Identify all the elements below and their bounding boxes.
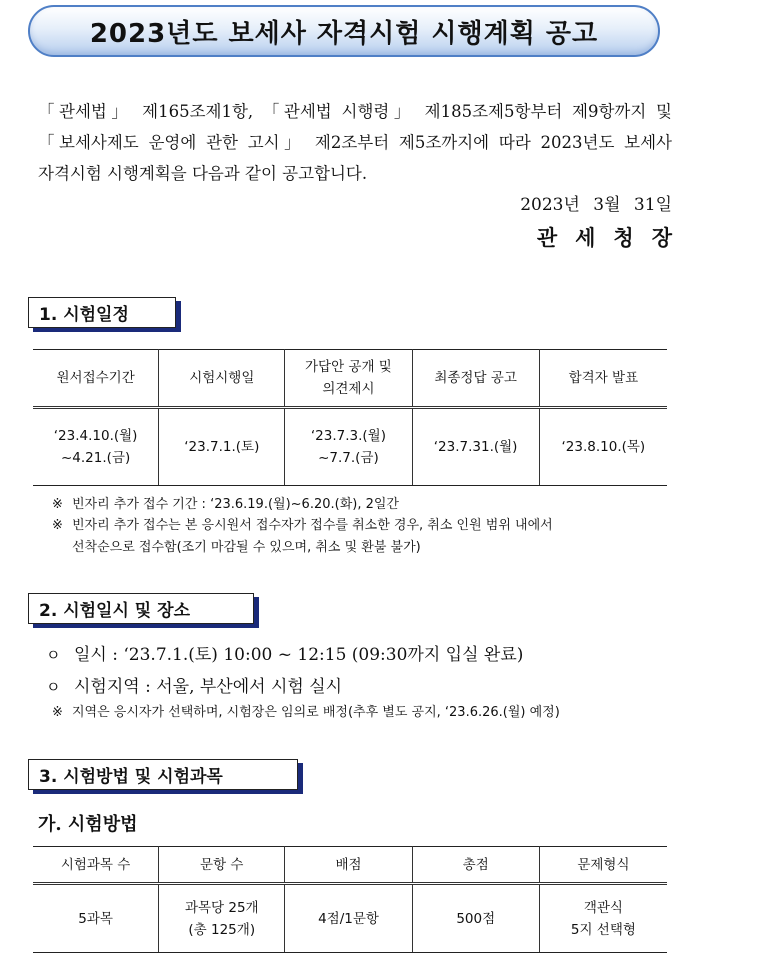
table-cell [285, 884, 412, 953]
location-note [52, 702, 560, 723]
col-header-label: 문항 수 [200, 856, 244, 873]
method-table [33, 846, 667, 953]
cell-text: 과목당 25개 (총 125개) [184, 899, 259, 938]
note-mark: ※ [52, 518, 63, 533]
bullet-item [46, 640, 523, 665]
table-cell [539, 884, 667, 953]
table-cell [412, 884, 539, 953]
col-header-label: 시험과목 수 [60, 856, 131, 873]
note-text: 지역은 응시자가 선택하며, 시험장은 임의로 배정(추후 별도 공지, ‘23.6.26.(월) 예정) [72, 705, 560, 720]
title-banner [28, 5, 660, 57]
col-header [539, 350, 667, 408]
col-header [412, 350, 539, 408]
note-text: 빈자리 추가 접수 기간 : ‘23.6.19.(월)~6.20.(화), 2일간 [72, 497, 399, 512]
schedule-note [52, 537, 421, 558]
table-cell [33, 408, 159, 486]
table-cell [33, 884, 159, 953]
col-header [539, 847, 667, 884]
note-text: 선착순으로 접수함(조기 마감될 수 있으며, 취소 및 환불 불가) [72, 540, 421, 555]
intro-line: 「보세사제도 운영에 관한 고시」 제2조부터 제5조까지에 따라 2023년도 보세사 [38, 133, 672, 152]
intro-paragraph [38, 96, 672, 189]
col-header [285, 847, 412, 884]
cell-text: ‘23.8.10.(목) [561, 439, 646, 455]
cell-text: ‘23.7.1.(토) [184, 439, 260, 455]
bullet-text: 시험지역 : 서울, 부산에서 시험 실시 [74, 677, 343, 697]
bullet-item [46, 672, 342, 697]
issuing-agency: 관세청장 [536, 225, 690, 250]
section-heading-time-place: 2. 시험일시 및 장소 [28, 593, 254, 624]
cell-text: 5과목 [78, 910, 113, 927]
table-cell [412, 408, 539, 486]
col-header-label: 총점 [462, 856, 489, 873]
note-mark: ※ [52, 497, 63, 512]
col-header [412, 847, 539, 884]
intro-line: 자격시험 시행계획을 다음과 같이 공고합니다. [38, 164, 368, 183]
table-cell [285, 408, 412, 486]
col-header-label: 배점 [335, 856, 362, 873]
schedule-table [33, 349, 667, 486]
table-cell [539, 408, 667, 486]
cell-text: 4점/1문항 [318, 910, 379, 927]
intro-line: 「관세법」 제165조제1항, 「관세법 시행령」 제185조제5항부터 제9항까지 및 [38, 102, 672, 121]
col-header-label: 가답안 공개 및 의견제시 [305, 359, 392, 397]
announcement-date: 2023년 3월 31일 [520, 195, 672, 215]
col-header-label: 원서접수기간 [56, 370, 135, 386]
note-mark: ※ [52, 705, 63, 720]
col-header [33, 350, 159, 408]
table-cell [159, 408, 285, 486]
cell-text: ‘23.4.10.(월) ~4.21.(금) [53, 428, 138, 466]
bullet-mark: ㅇ [46, 678, 61, 696]
col-header-label: 문제형식 [577, 856, 630, 873]
cell-text: 500점 [456, 910, 496, 927]
cell-text: 객관식 5지 선택형 [570, 899, 636, 938]
col-header [33, 847, 159, 884]
section-heading-schedule: 1. 시험일정 [28, 297, 176, 328]
col-header-label: 최종정답 공고 [434, 370, 517, 386]
table-cell [159, 884, 285, 953]
bullet-text: 일시 : ‘23.7.1.(토) 10:00 ~ 12:15 (09:30까지 입실 완료) [74, 645, 524, 665]
cell-text: ‘23.7.31.(월) [433, 439, 518, 455]
page-title: 2023년도 보세사 자격시험 시행계획 공고 [89, 18, 599, 49]
note-text: 빈자리 추가 접수는 본 응시원서 접수자가 접수를 취소한 경우, 취소 인원 범위 내에서 [72, 518, 553, 533]
schedule-note [52, 494, 399, 515]
col-header [285, 350, 412, 408]
schedule-note [52, 515, 672, 536]
table-row [33, 884, 667, 953]
table-header-row [33, 847, 667, 884]
section-heading-method-subjects: 3. 시험방법 및 시험과목 [28, 759, 298, 790]
subheading-method: 가. 시험방법 [38, 814, 138, 835]
cell-text: ‘23.7.3.(월) ~7.7.(금) [310, 428, 386, 466]
bullet-mark: ㅇ [46, 646, 61, 664]
col-header [159, 350, 285, 408]
table-row [33, 408, 667, 486]
col-header-label: 합격자 발표 [568, 370, 639, 386]
col-header [159, 847, 285, 884]
table-header-row [33, 350, 667, 408]
col-header-label: 시험시행일 [189, 370, 255, 386]
